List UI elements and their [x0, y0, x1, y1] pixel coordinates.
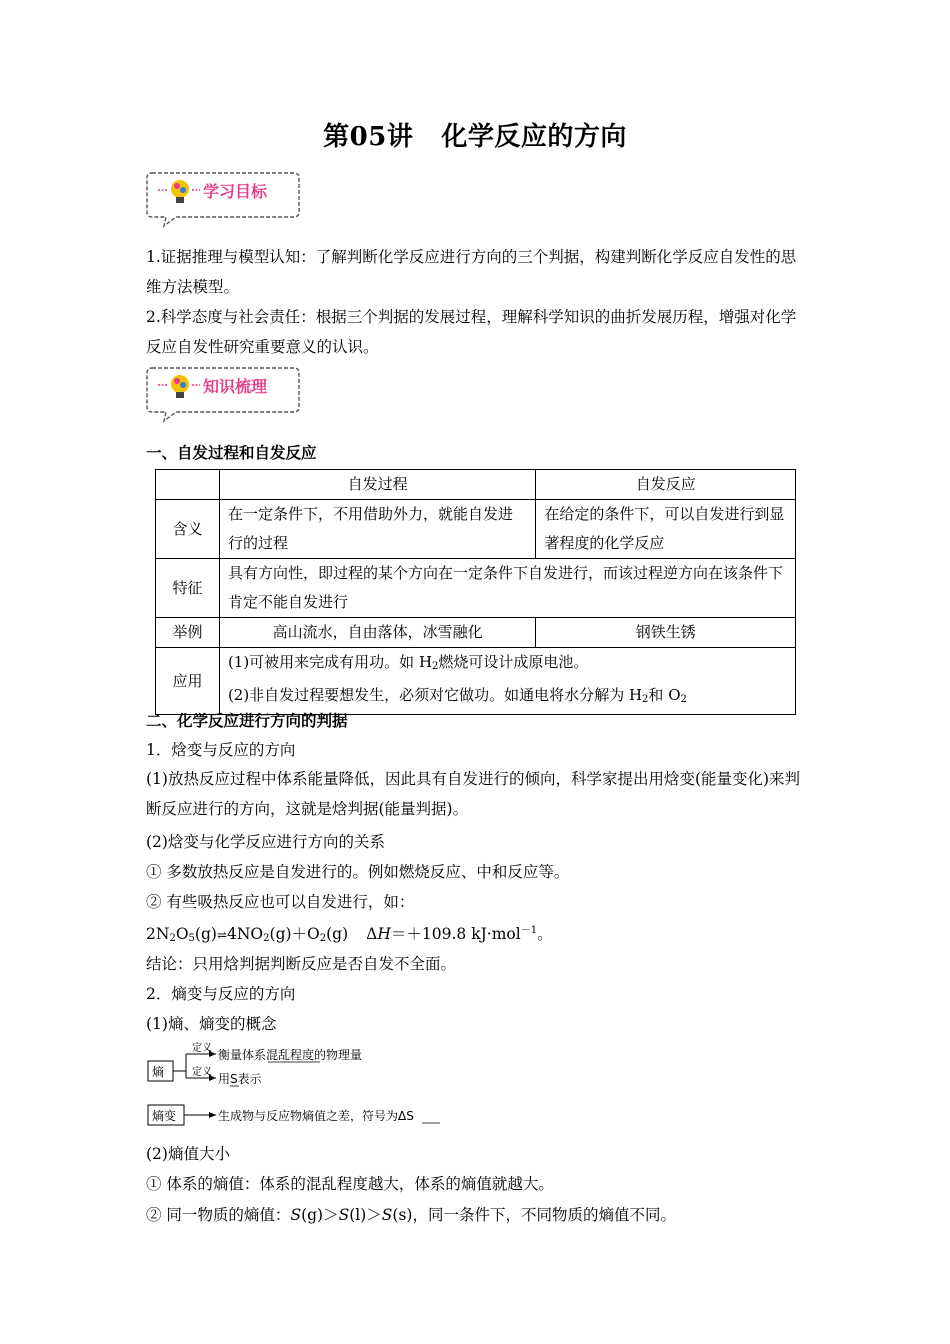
table-header-row: [156, 470, 796, 500]
chemical-equation: $2N_2O_5(g)\rightleftharpoons 4NO_2(g)+O_2(g)$ ΔH＝＋109.8 kJ·mol$^{-1}$。: [146, 925, 553, 944]
learning-goals-badge: [144, 170, 302, 228]
goal-item-2: 2.科学态度与社会责任：根据三个判据的发展过程，理解科学知识的曲折发展历程，增强对化学反应自发性研究重要意义的认识。: [146, 308, 797, 356]
table-cell: [219, 648, 795, 715]
use-line-2: (2)非自发过程要想发生，必须对它做功。如通电将水分解为 $H_2$和 $O_2$: [227, 686, 687, 705]
section-1-heading: 一、自发过程和自发反应: [146, 443, 317, 462]
entropy-symbol-definition: 用S表示: [218, 1072, 262, 1086]
table-row-example: [156, 618, 796, 648]
badge-label: 学习目标: [203, 182, 268, 201]
paragraph-entropy-concept: (1)熵、熵变的概念: [146, 1015, 277, 1033]
entropy-definition: 衡量体系混乱程度的物理量: [218, 1048, 363, 1062]
paragraph-enthalpy: (1)放热反应过程中体系能量降低，因此具有自发进行的倾向，科学家提出用焓变(能量变化)来判断反应进行的方向，这就是焓判据(能量判据)。: [146, 770, 801, 818]
subheading-enthalpy: 1．焓变与反应的方向: [146, 741, 296, 759]
table-cell: 具有方向性，即过程的某个方向在一定条件下自发进行，而该过程逆方向在该条件下肯定不能自发进行: [219, 559, 795, 618]
paragraph-system-entropy: ① 体系的熵值：体系的混乱程度越大，体系的熵值就越大。: [146, 1175, 554, 1193]
entropy-change-definition: 生成物与反应物熵值之差，符号为ΔS: [218, 1109, 414, 1123]
goal-item-1: 1.证据推理与模型认知：了解判断化学反应进行方向的三个判据，构建判断化学反应自发性的思维方法模型。: [146, 248, 797, 296]
row-label: 特征: [156, 559, 220, 618]
row-label: 含义: [156, 500, 220, 559]
entropy-change-label: 熵变: [152, 1109, 177, 1123]
lecture-number: 第05讲: [323, 122, 414, 152]
conclusion: 结论：只用焓判据判断反应是否自发不全面。: [146, 955, 457, 973]
equilibrium-arrow: ⇌: [216, 928, 227, 942]
table-cell: 高山流水，自由落体，冰雪融化: [219, 618, 535, 648]
table-header-process: 自发过程: [219, 470, 535, 500]
section-2-heading: 二、化学反应进行方向的判据: [146, 711, 348, 730]
page-title: [0, 116, 950, 153]
definition-label-1: 定义: [192, 1043, 212, 1054]
table-row-use: [156, 648, 796, 715]
table-cell: 在给定的条件下，可以自发进行到显著程度的化学反应: [536, 500, 796, 559]
knowledge-review-badge: [144, 365, 302, 423]
table-header-reaction: 自发反应: [536, 470, 796, 500]
entropy-concept-diagram: [146, 1040, 466, 1132]
table-row-feature: [156, 559, 796, 618]
subheading-entropy: 2．熵变与反应的方向: [146, 985, 296, 1003]
paragraph-entropy-magnitude: (2)熵值大小: [146, 1145, 230, 1163]
lecture-topic: 化学反应的方向: [441, 122, 627, 152]
entropy-label: 熵: [152, 1065, 165, 1079]
badge-label: 知识梳理: [203, 377, 268, 396]
row-label: 举例: [156, 618, 220, 648]
table-row-meaning: [156, 500, 796, 559]
paragraph-relation: (2)焓变与化学反应进行方向的关系: [146, 833, 385, 851]
table-cell: 钢铁生锈: [536, 618, 796, 648]
spontaneous-comparison-table: [155, 469, 796, 715]
paragraph-substance-entropy: ② 同一物质的熵值：S(g)＞S(l)＞S(s)，同一条件下，不同物质的熵值不同。: [146, 1206, 676, 1224]
table-cell: 在一定条件下，不用借助外力，就能自发进行的过程: [219, 500, 535, 559]
row-label: 应用: [156, 648, 220, 715]
use-line-1: (1)可被用来完成有用功。如 $H_2$燃烧可设计成原电池。: [227, 653, 589, 672]
paragraph-exothermic: ① 多数放热反应是自发进行的。例如燃烧反应、中和反应等。: [146, 863, 570, 881]
definition-label-2: 定义: [192, 1067, 212, 1078]
paragraph-endothermic: ② 有些吸热反应也可以自发进行，如：: [146, 893, 415, 911]
